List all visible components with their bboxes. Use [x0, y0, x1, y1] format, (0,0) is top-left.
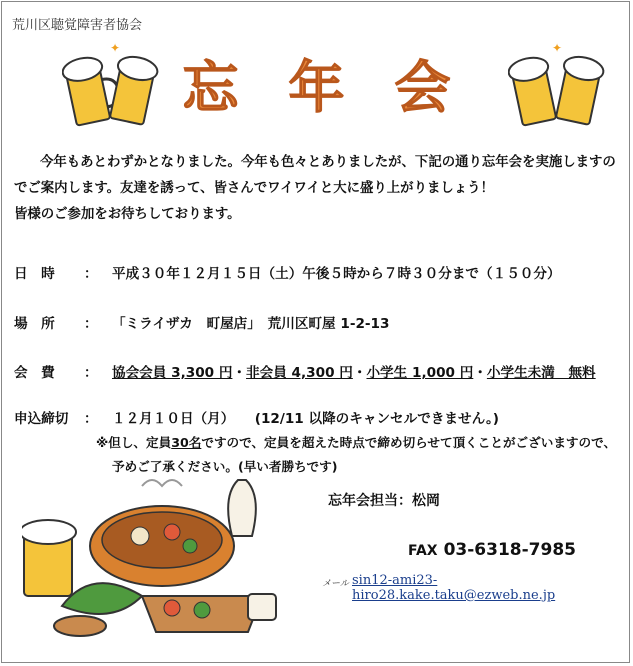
capacity-note — [96, 432, 616, 451]
fee-colon: ： — [84, 365, 98, 381]
deadline-colon: ： — [84, 411, 98, 427]
mail-label: メール — [322, 579, 349, 589]
fee-non-member: 非会員 4,300 円 — [246, 365, 353, 381]
fee-member: 協会会員 3,300 円 — [112, 365, 233, 381]
deadline-label: 申込締切 — [14, 411, 69, 427]
date-value: 平成３０年１２月１５日（土）午後５時から７時３０分まで（１５０分） — [112, 266, 561, 282]
fee-preschool: 小学生未満 無料 — [486, 365, 596, 381]
fee-separator: ・ — [352, 365, 367, 381]
intro-text — [14, 150, 620, 228]
place-row — [14, 312, 389, 332]
intro-paragraph: 今年もあとわずかとなりました。今年も色々とありましたが、下記の通り忘年会を実施しますのでご案内します。友達を誘って、皆さんでワイワイと大に盛り上がりましょう！ — [14, 155, 616, 196]
organization-name: 荒川区聴覚障害者協会 — [12, 18, 143, 33]
fee-label: 会 費 — [14, 365, 55, 381]
place-venue: 「ミライザカ 町屋店」 — [112, 316, 255, 332]
fax-label: FAX — [408, 543, 438, 559]
date-label: 日 時 — [14, 266, 55, 282]
place-colon: ： — [84, 316, 98, 332]
fee-elementary: 小学生 1,000 円 — [366, 365, 474, 381]
contact-person: 忘年会担当：松岡 — [328, 493, 440, 509]
date-row — [14, 262, 561, 282]
capacity-value: 30名 — [171, 435, 202, 450]
cancel-note: (12/11 以降のキャンセルできません。) — [254, 411, 500, 427]
place-address: 荒川区町屋 1-2-13 — [267, 316, 390, 332]
svg-text:✦: ✦ — [552, 41, 563, 55]
deadline-row — [14, 407, 499, 427]
svg-text:✦: ✦ — [110, 41, 121, 55]
deadline-value: １２月１０日（月） — [112, 411, 228, 427]
food-illustration — [22, 476, 282, 654]
capacity-note-line2: 予めご了承ください。(早い者勝ちです) — [112, 459, 338, 474]
capacity-note-prefix: ※但し、定員 — [96, 435, 172, 450]
fax-number: 03-6318-7985 — [443, 540, 576, 560]
fee-separator: ・ — [473, 365, 487, 381]
capacity-note-suffix: ですので、定員を超えた時点で締め切らせて頂くことがございますので、 — [201, 435, 617, 450]
fee-separator: ・ — [232, 365, 247, 381]
place-label: 場 所 — [14, 316, 55, 332]
fee-row — [14, 361, 596, 381]
date-colon: ： — [84, 266, 98, 282]
fax-line — [408, 540, 576, 560]
page-title: 忘年会 — [182, 56, 501, 121]
email-link[interactable]: sin12-ami23-hiro28.kake.taku@ezweb.ne.jp — [352, 573, 556, 603]
intro-closing: 皆様のご参加をお待ちしております。 — [14, 207, 241, 222]
